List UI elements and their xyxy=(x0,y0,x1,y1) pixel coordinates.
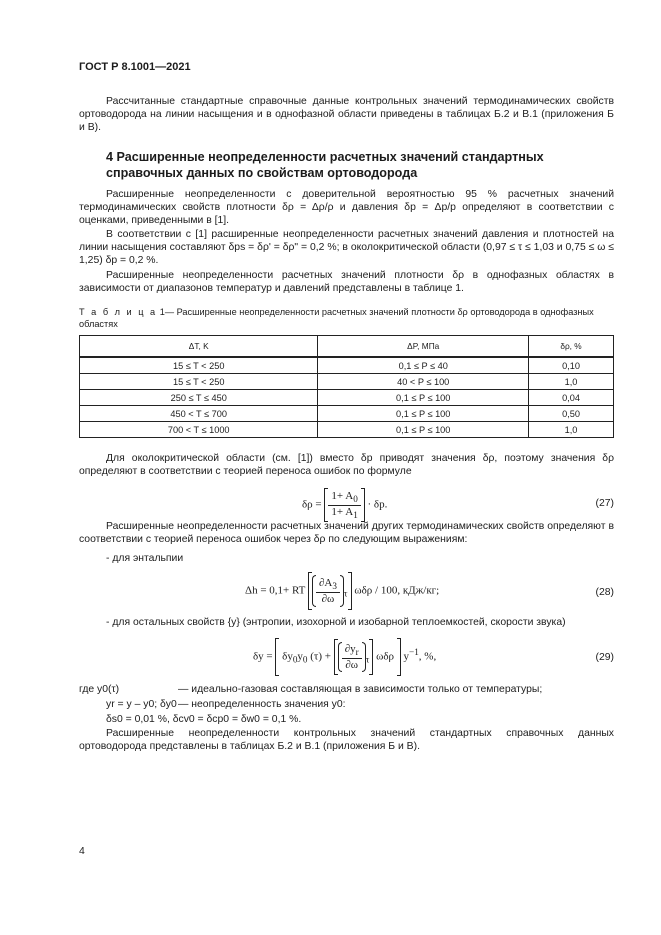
header-pressure: ΔP, МПа xyxy=(318,336,529,358)
eq28-numerator: ∂A xyxy=(318,577,333,590)
cell-temperature: 700 < T ≤ 1000 xyxy=(80,422,318,438)
eq29-tau: τ xyxy=(365,654,370,665)
cell-pressure: 0,1 ≤ P ≤ 100 xyxy=(318,406,529,422)
cell-pressure: 40 < P ≤ 100 xyxy=(318,374,529,390)
eq27-num-sub: 0 xyxy=(353,494,358,505)
item-other-properties: - для остальных свойств {y} (энтропии, изохорной и изобарной теплоемкостей, скорости звука) xyxy=(106,617,566,628)
eq29-part2-sub: 0 xyxy=(302,654,308,665)
cell-density: 0,04 xyxy=(529,390,614,406)
equation-29 xyxy=(253,638,436,676)
definition-values: δs0 = 0,01 %, δcv0 = δcp0 = δw0 = 0,1 %. xyxy=(106,714,302,725)
header-density: δρ, % xyxy=(529,336,614,358)
document-header: ГОСТ Р 8.1001—2021 xyxy=(79,61,191,73)
eq29-rhs-sup: −1 xyxy=(409,646,419,657)
eq29-num-sub: r xyxy=(355,647,359,658)
eq27-lhs: δρ = xyxy=(302,498,322,511)
table-row xyxy=(80,390,614,406)
eq29-part1: δy xyxy=(282,650,293,663)
eq27-den-sub: 1 xyxy=(353,509,358,520)
eq27-denominator: 1+ A xyxy=(331,505,354,518)
item-enthalpy: - для энтальпии xyxy=(106,553,184,564)
table-header-row xyxy=(80,336,614,358)
paragraph-3: Расширенные неопределенности расчетных значений плотности δρ в однофазных областях в зависимости от диапазонов температур и давлений представлены в таблице 1. xyxy=(79,270,614,295)
definition-2: — неопределенность значения y0: xyxy=(178,699,346,710)
table-row xyxy=(80,374,614,390)
eq28-tau: τ xyxy=(343,588,348,599)
definition-1: — идеально-газовая составляющая в зависимости только от температуры; xyxy=(178,684,543,695)
paragraph-1: Расширенные неопределенности с доверительной вероятностью 95 % расчетных значений термодинамических свойств плотности δρ = Δρ/ρ и давления δp = Δp/p определяют в соответствии с оценками, приведенными в [1]. xyxy=(79,189,614,227)
table-row xyxy=(80,422,614,438)
cell-temperature: 450 < T ≤ 700 xyxy=(80,406,318,422)
eq29-tail: , %, xyxy=(418,650,437,663)
table-caption-text: 1— Расширенные неопределенности расчетных значений плотности δρ ортоводорода в однофазных областях xyxy=(79,307,594,329)
cell-temperature: 15 ≤ T < 250 xyxy=(80,374,318,390)
header-temperature: ΔT, K xyxy=(80,336,318,358)
uncertainty-table xyxy=(79,335,614,438)
eq29-part3: (τ) + xyxy=(310,650,331,663)
table-label: Т а б л и ц а xyxy=(79,307,158,317)
cell-density: 0,10 xyxy=(529,357,614,374)
equation-27 xyxy=(302,488,387,522)
eq27-rhs: · δp. xyxy=(367,498,388,511)
page-number: 4 xyxy=(79,846,85,857)
table-caption xyxy=(79,307,614,330)
definition-where: где y0(τ) xyxy=(79,684,120,695)
eq29-lhs: δy = xyxy=(253,650,273,663)
eq29-rhs: y xyxy=(403,650,410,663)
equation-29-number: (29) xyxy=(595,652,614,663)
table-row xyxy=(80,357,614,374)
eq29-denominator: ∂ω xyxy=(345,658,359,671)
eq29-part2: y xyxy=(297,650,303,663)
equation-28-number: (28) xyxy=(595,587,614,598)
cell-density: 0,50 xyxy=(529,406,614,422)
definition-yr: yr = y – y0; δy0 xyxy=(106,699,177,710)
equation-27-number: (27) xyxy=(595,498,614,509)
cell-pressure: 0,1 ≤ P ≤ 100 xyxy=(318,422,529,438)
paragraph-4: Для околокритической области (см. [1]) вместо δp приводят значения δρ, поэтому значения δρ определяют в соответствии с теорией переноса ошибок по формуле xyxy=(79,453,614,478)
equation-28 xyxy=(245,572,439,610)
cell-pressure: 0,1 ≤ P ≤ 40 xyxy=(318,357,529,374)
paragraph-5: Расширенные неопределенности расчетных значений других термодинамических свойств определяют в соответствии с теорией переноса ошибок через δρ по следующим выражениям: xyxy=(79,521,614,546)
table-row xyxy=(80,406,614,422)
paragraph-6: Расширенные неопределенности контрольных значений стандартных справочных данных ортоводорода представлены в таблицах Б.2 и В.1 (приложения Б и В). xyxy=(79,728,614,753)
eq28-num-sub: 3 xyxy=(332,581,337,592)
cell-density: 1,0 xyxy=(529,422,614,438)
eq29-part1-sub: 0 xyxy=(292,654,298,665)
cell-temperature: 250 ≤ T ≤ 450 xyxy=(80,390,318,406)
eq29-mid: ωδρ xyxy=(376,650,395,663)
eq29-numerator: ∂y xyxy=(344,643,356,656)
eq28-denominator: ∂ω xyxy=(321,592,335,605)
paragraph-2: В соответствии с [1] расширенные неопределенности расчетных значений давления и плотностей на линии насыщения составляют δps = δρ' = δρ" = 0,2 %; в околокритической области (0,97 ≤ τ ≤ 1,03 и 0,75 ≤ ω ≤ 1,25) δp = 0,2 %. xyxy=(79,229,614,267)
cell-density: 1,0 xyxy=(529,374,614,390)
eq27-numerator: 1+ A xyxy=(331,490,354,503)
eq28-rhs: ωδρ / 100, кДж/кг; xyxy=(354,584,440,597)
intro-paragraph: Рассчитанные стандартные справочные данные контрольных значений термодинамических свойств ортоводорода на линии насыщения и в однофазной области приведены в таблицах Б.2 и В.1 (приложения Б и В). xyxy=(79,96,614,134)
cell-temperature: 15 ≤ T < 250 xyxy=(80,357,318,374)
section-title: 4 Расширенные неопределенности расчетных значений стандартных справочных данных по свойствам ортоводорода xyxy=(106,150,544,180)
cell-pressure: 0,1 ≤ P ≤ 100 xyxy=(318,390,529,406)
eq28-lhs: Δh = 0,1+ RT xyxy=(245,584,306,597)
